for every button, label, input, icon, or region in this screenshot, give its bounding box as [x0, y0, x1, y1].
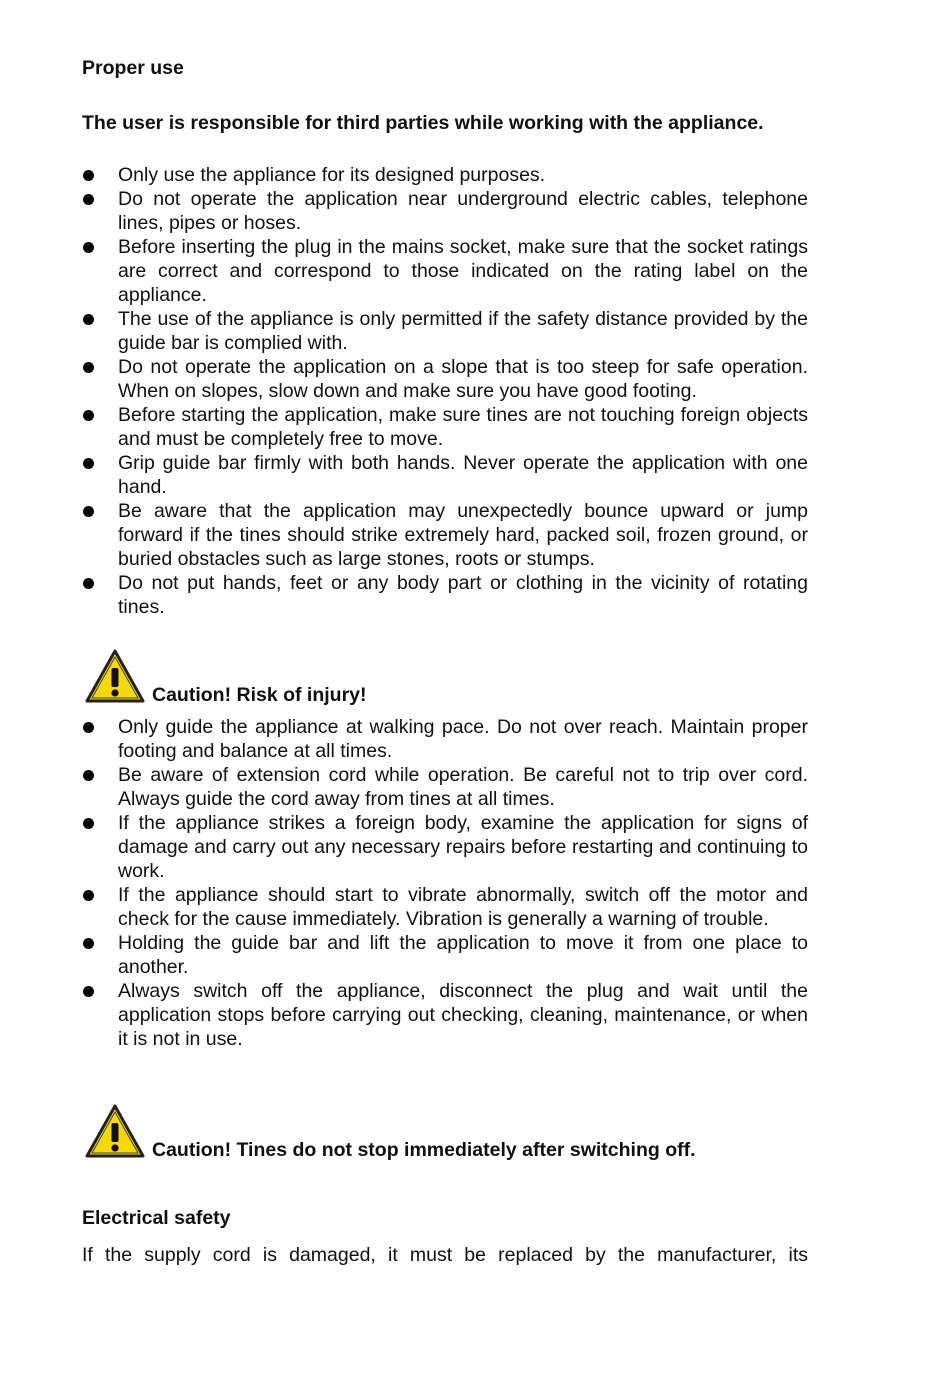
- list-item: Grip guide bar firmly with both hands. Never operate the application with one hand.: [82, 451, 808, 499]
- caution-injury-list: [82, 715, 808, 1051]
- bullet-icon: [83, 770, 94, 781]
- list-item: Do not operate the application near underground electric cables, telephone lines, pipes or hoses.: [82, 187, 808, 235]
- bullet-icon: [83, 890, 94, 901]
- bullet-icon: [83, 986, 94, 997]
- list-item: Only use the appliance for its designed purposes.: [82, 163, 808, 187]
- electrical-safety-text: If the supply cord is damaged, it must be replaced by the manufacturer, its: [82, 1244, 808, 1266]
- caution-tines: [84, 1103, 696, 1159]
- list-item: The use of the appliance is only permitted if the safety distance provided by the guide bar is complied with.: [82, 307, 808, 355]
- bullet-icon: [83, 170, 94, 181]
- list-item: Do not put hands, feet or any body part or clothing in the vicinity of rotating tines.: [82, 571, 808, 619]
- caution-text: Caution! Tines do not stop immediately after switching off.: [152, 1139, 696, 1161]
- list-item: Be aware of extension cord while operation. Be careful not to trip over cord. Always guide the cord away from tines at all times.: [82, 763, 808, 811]
- list-item: Always switch off the appliance, disconnect the plug and wait until the application stops before carrying out checking, cleaning, maintenance, or when it is not in use.: [82, 979, 808, 1051]
- proper-use-heading: Proper use: [82, 57, 184, 79]
- warning-triangle-icon: [84, 1103, 146, 1159]
- bullet-icon: [83, 242, 94, 253]
- list-item: If the appliance strikes a foreign body, examine the application for signs of damage and carry out any necessary repairs before restarting and continuing to work.: [82, 811, 808, 883]
- bullet-icon: [83, 194, 94, 205]
- list-item: Before inserting the plug in the mains socket, make sure that the socket ratings are correct and correspond to those indicated on the rating label on the appliance.: [82, 235, 808, 307]
- list-item: Before starting the application, make sure tines are not touching foreign objects and must be completely free to move.: [82, 403, 808, 451]
- bullet-icon: [83, 362, 94, 373]
- bullet-icon: [83, 314, 94, 325]
- bullet-icon: [83, 938, 94, 949]
- bullet-icon: [83, 722, 94, 733]
- caution-text: Caution! Risk of injury!: [152, 684, 367, 706]
- bullet-icon: [83, 410, 94, 421]
- proper-use-intro: The user is responsible for third parties while working with the appliance.: [82, 112, 764, 134]
- bullet-icon: [83, 458, 94, 469]
- warning-triangle-icon: [84, 648, 146, 704]
- caution-risk-of-injury: [84, 648, 367, 704]
- list-item: If the appliance should start to vibrate abnormally, switch off the motor and check for the cause immediately. Vibration is generally a warning of trouble.: [82, 883, 808, 931]
- list-item: Be aware that the application may unexpectedly bounce upward or jump forward if the tines should strike extremely hard, packed soil, frozen ground, or buried obstacles such as large stones, roots or stumps.: [82, 499, 808, 571]
- bullet-icon: [83, 506, 94, 517]
- list-item: Do not operate the application on a slope that is too steep for safe operation. When on slopes, slow down and make sure you have good footing.: [82, 355, 808, 403]
- electrical-safety-heading: Electrical safety: [82, 1207, 231, 1229]
- list-item: Holding the guide bar and lift the application to move it from one place to another.: [82, 931, 808, 979]
- proper-use-list: [82, 163, 808, 619]
- list-item: Only guide the appliance at walking pace. Do not over reach. Maintain proper footing and balance at all times.: [82, 715, 808, 763]
- bullet-icon: [83, 578, 94, 589]
- bullet-icon: [83, 818, 94, 829]
